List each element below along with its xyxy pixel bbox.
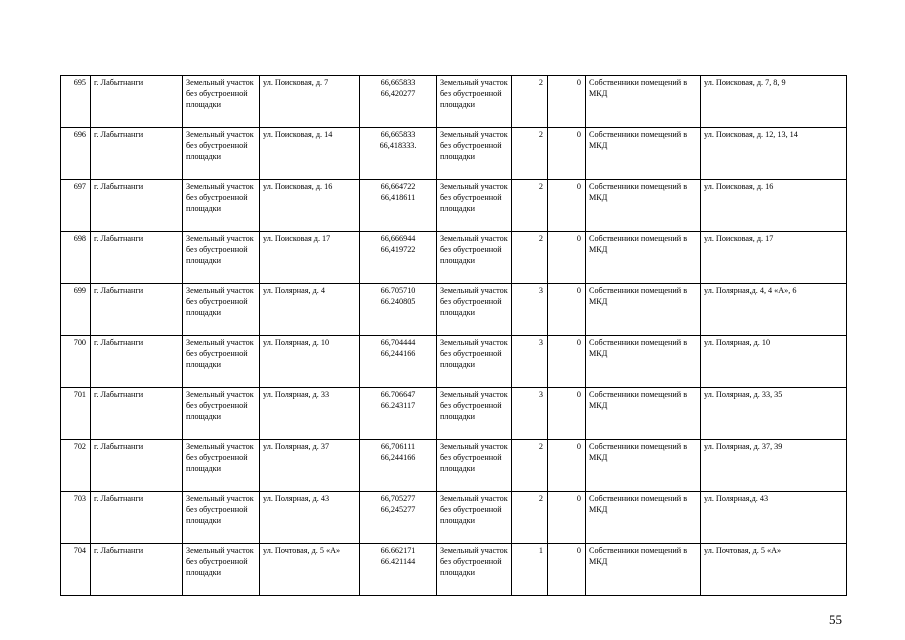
container-count-cell: 1 [512, 544, 548, 596]
longitude-value: 66,418611 [380, 193, 416, 202]
coordinates-cell [360, 180, 437, 232]
owner-cell: Собственники помещений в МКД [586, 544, 701, 596]
address-cell: ул. Полярная, д. 37 [260, 440, 360, 492]
city-cell: г. Лабытнанги [91, 232, 183, 284]
site-type-cell: Земельный участок без обустроенной площадки [183, 76, 260, 128]
row-number-cell: 699 [61, 284, 91, 336]
longitude-value: 66,244166 [380, 453, 416, 462]
site-type-cell: Земельный участок без обустроенной площадки [183, 180, 260, 232]
row-number-cell: 701 [61, 388, 91, 440]
longitude-value: 66.421144 [380, 557, 416, 566]
container-count-cell: 3 [512, 388, 548, 440]
address-cell: ул. Полярная, д. 43 [260, 492, 360, 544]
latitude-value: 66,704444 [380, 338, 416, 347]
longitude-value: 66,244166 [380, 349, 416, 358]
latitude-value: 66,664722 [380, 182, 416, 191]
site-type-cell: Земельный участок без обустроенной площадки [183, 388, 260, 440]
container-count-cell: 2 [512, 76, 548, 128]
row-number-cell: 697 [61, 180, 91, 232]
address-cell: ул. Поисковая, д. 7 [260, 76, 360, 128]
longitude-value: 66,420277 [380, 89, 416, 98]
latitude-value: 66,666944 [380, 234, 416, 243]
container-volume-cell: 0 [548, 492, 586, 544]
row-number-cell: 702 [61, 440, 91, 492]
container-volume-cell: 0 [548, 76, 586, 128]
owner-cell: Собственники помещений в МКД [586, 440, 701, 492]
container-count-cell: 2 [512, 440, 548, 492]
owner-cell: Собственники помещений в МКД [586, 180, 701, 232]
city-cell: г. Лабытнанги [91, 492, 183, 544]
table-row [61, 128, 847, 180]
surface-cell: Земельный участок без обустроенной площадки [437, 388, 512, 440]
served-objects-cell: ул. Почтовая, д. 5 «А» [701, 544, 847, 596]
surface-cell: Земельный участок без обустроенной площадки [437, 440, 512, 492]
owner-cell: Собственники помещений в МКД [586, 128, 701, 180]
container-volume-cell: 0 [548, 180, 586, 232]
site-type-cell: Земельный участок без обустроенной площадки [183, 492, 260, 544]
city-cell: г. Лабытнанги [91, 544, 183, 596]
table-row [61, 544, 847, 596]
served-objects-cell: ул. Полярная, д. 37, 39 [701, 440, 847, 492]
site-type-cell: Земельный участок без обустроенной площадки [183, 232, 260, 284]
surface-cell: Земельный участок без обустроенной площадки [437, 544, 512, 596]
table-row [61, 284, 847, 336]
city-cell: г. Лабытнанги [91, 336, 183, 388]
container-volume-cell: 0 [548, 388, 586, 440]
surface-cell: Земельный участок без обустроенной площадки [437, 492, 512, 544]
served-objects-cell: ул. Полярная, д. 33, 35 [701, 388, 847, 440]
container-count-cell: 2 [512, 128, 548, 180]
container-volume-cell: 0 [548, 128, 586, 180]
address-cell: ул. Полярная, д. 4 [260, 284, 360, 336]
container-count-cell: 3 [512, 284, 548, 336]
served-objects-cell: ул. Поисковая, д. 17 [701, 232, 847, 284]
served-objects-cell: ул. Полярная, д. 10 [701, 336, 847, 388]
table-row [61, 492, 847, 544]
longitude-value: 66,245277 [380, 505, 416, 514]
city-cell: г. Лабытнанги [91, 128, 183, 180]
served-objects-cell: ул. Полярная,д. 43 [701, 492, 847, 544]
latitude-value: 66.705710 [380, 286, 416, 295]
container-volume-cell: 0 [548, 336, 586, 388]
owner-cell: Собственники помещений в МКД [586, 492, 701, 544]
owner-cell: Собственники помещений в МКД [586, 284, 701, 336]
site-type-cell: Земельный участок без обустроенной площадки [183, 128, 260, 180]
served-objects-cell: ул. Поисковая, д. 16 [701, 180, 847, 232]
container-volume-cell: 0 [548, 544, 586, 596]
row-number-cell: 704 [61, 544, 91, 596]
table-row [61, 180, 847, 232]
owner-cell: Собственники помещений в МКД [586, 336, 701, 388]
site-type-cell: Земельный участок без обустроенной площадки [183, 544, 260, 596]
latitude-value: 66,665833 [380, 78, 416, 87]
surface-cell: Земельный участок без обустроенной площадки [437, 284, 512, 336]
address-cell: ул. Поисковая, д. 14 [260, 128, 360, 180]
table-row [61, 388, 847, 440]
city-cell: г. Лабытнанги [91, 388, 183, 440]
coordinates-cell [360, 388, 437, 440]
surface-cell: Земельный участок без обустроенной площадки [437, 336, 512, 388]
address-cell: ул. Почтовая, д. 5 «А» [260, 544, 360, 596]
row-number-cell: 698 [61, 232, 91, 284]
table-row [61, 232, 847, 284]
row-number-cell: 696 [61, 128, 91, 180]
container-count-cell: 2 [512, 232, 548, 284]
coordinates-cell [360, 76, 437, 128]
owner-cell: Собственники помещений в МКД [586, 232, 701, 284]
coordinates-cell [360, 128, 437, 180]
surface-cell: Земельный участок без обустроенной площадки [437, 232, 512, 284]
latitude-value: 66,706111 [380, 442, 416, 451]
table-body [61, 76, 847, 596]
container-volume-cell: 0 [548, 232, 586, 284]
table-row [61, 440, 847, 492]
surface-cell: Земельный участок без обустроенной площадки [437, 128, 512, 180]
address-cell: ул. Поисковая, д. 16 [260, 180, 360, 232]
site-type-cell: Земельный участок без обустроенной площадки [183, 440, 260, 492]
owner-cell: Собственники помещений в МКД [586, 388, 701, 440]
container-count-cell: 2 [512, 180, 548, 232]
city-cell: г. Лабытнанги [91, 180, 183, 232]
address-cell: ул. Полярная, д. 10 [260, 336, 360, 388]
served-objects-cell: ул. Поисковая, д. 7, 8, 9 [701, 76, 847, 128]
coordinates-cell [360, 336, 437, 388]
coordinates-cell [360, 284, 437, 336]
served-objects-cell: ул. Поисковая, д. 12, 13, 14 [701, 128, 847, 180]
row-number-cell: 695 [61, 76, 91, 128]
table-row [61, 336, 847, 388]
container-sites-table [60, 75, 847, 596]
coordinates-cell [360, 544, 437, 596]
coordinates-cell [360, 232, 437, 284]
row-number-cell: 703 [61, 492, 91, 544]
served-objects-cell: ул. Полярная,д. 4, 4 «А», 6 [701, 284, 847, 336]
surface-cell: Земельный участок без обустроенной площадки [437, 76, 512, 128]
container-volume-cell: 0 [548, 284, 586, 336]
container-count-cell: 3 [512, 336, 548, 388]
container-volume-cell: 0 [548, 440, 586, 492]
page-number: 55 [829, 612, 842, 627]
coordinates-cell [360, 440, 437, 492]
address-cell: ул. Полярная, д. 33 [260, 388, 360, 440]
coordinates-cell [360, 492, 437, 544]
city-cell: г. Лабытнанги [91, 440, 183, 492]
longitude-value: 66.240805 [380, 297, 416, 306]
latitude-value: 66,705277 [380, 494, 416, 503]
table-row [61, 76, 847, 128]
latitude-value: 66.706647 [380, 390, 416, 399]
longitude-value: 66,418333. [379, 141, 417, 150]
owner-cell: Собственники помещений в МКД [586, 76, 701, 128]
site-type-cell: Земельный участок без обустроенной площадки [183, 284, 260, 336]
latitude-value: 66.662171 [380, 546, 416, 555]
address-cell: ул. Поисковая д. 17 [260, 232, 360, 284]
surface-cell: Земельный участок без обустроенной площадки [437, 180, 512, 232]
site-type-cell: Земельный участок без обустроенной площадки [183, 336, 260, 388]
container-count-cell: 2 [512, 492, 548, 544]
row-number-cell: 700 [61, 336, 91, 388]
city-cell: г. Лабытнанги [91, 76, 183, 128]
longitude-value: 66,419722 [380, 245, 416, 254]
city-cell: г. Лабытнанги [91, 284, 183, 336]
longitude-value: 66.243117 [380, 401, 416, 410]
latitude-value: 66,665833 [380, 130, 416, 139]
